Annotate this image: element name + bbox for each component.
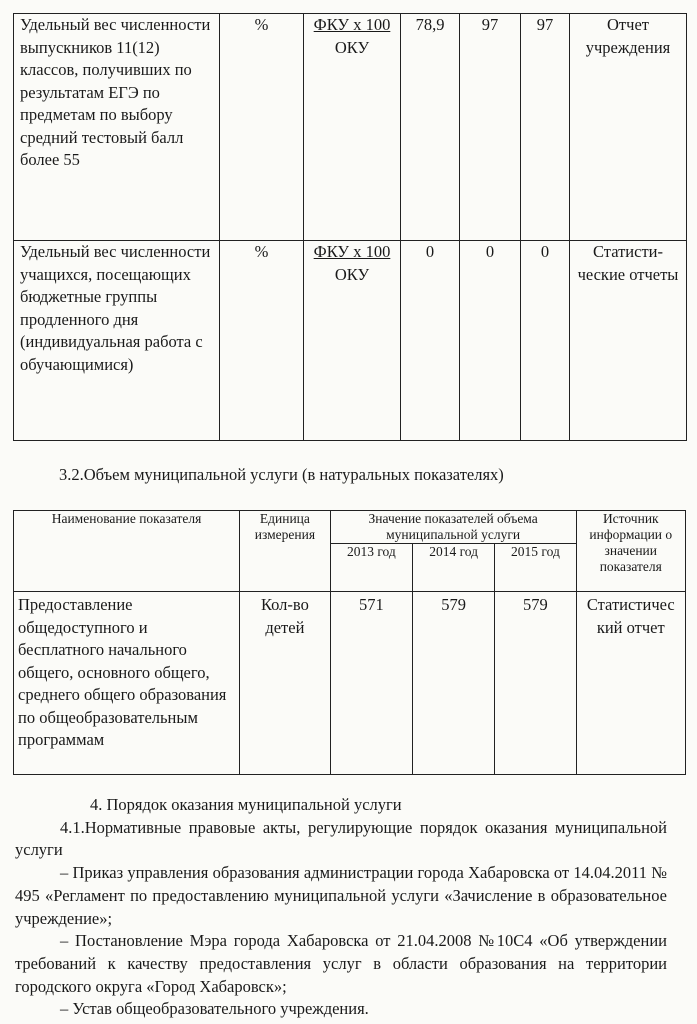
header-unit: Единица измерения: [240, 511, 331, 592]
indicator-formula: [304, 241, 401, 441]
table-row: [14, 241, 687, 441]
indicator-unit: %: [220, 14, 304, 241]
indicator-source: Статисти-ческие отчеты: [570, 241, 687, 441]
header-values-group: Значение показателей объема муниципальной услуги: [330, 511, 576, 544]
indicators-table: [13, 13, 687, 441]
service-value-2014: 579: [413, 592, 495, 775]
volume-table: [13, 510, 686, 775]
indicator-value-3: 0: [521, 241, 570, 441]
indicator-source: Отчет учреждения: [570, 14, 687, 241]
section-4-title: 4. Порядок оказания муниципальной услуги: [90, 795, 402, 814]
indicator-name: Удельный вес численности учащихся, посещающих бюджетные группы продленного дня (индивидуальная работа с обучающимися): [14, 241, 220, 441]
service-source: Статистичес кий отчет: [576, 592, 685, 775]
indicator-value-3: 97: [521, 14, 570, 241]
formula-numerator: ФКУ х 100: [313, 15, 391, 34]
service-name: Предоставление общедоступного и бесплатного начального общего, основного общего, среднего общего образования по общеобразовательным программам: [14, 592, 240, 775]
indicator-formula: [304, 14, 401, 241]
formula-denominator: ОКУ: [334, 37, 370, 57]
legal-act-item: – Постановление Мэра города Хабаровска от 21.04.2008 №10С4 «Об утверждении требований к качеству предоставления услуг в области образования на территории городского округа «Город Хабаровск»;: [15, 931, 667, 996]
indicator-unit: %: [220, 241, 304, 441]
indicator-value-1: 0: [401, 241, 460, 441]
header-source: Источник информации о значении показателя: [576, 511, 685, 592]
indicator-value-1: 78,9: [401, 14, 460, 241]
section-3-2-title: 3.2.Объем муниципальной услуги (в натуральных показателях): [59, 465, 504, 484]
service-value-2015: 579: [495, 592, 576, 775]
header-name: Наименование показателя: [14, 511, 240, 592]
indicator-name: Удельный вес численности выпускников 11(12) классов, получивших по результатам ЕГЭ по предметам по выбору средний тестовый балл более 55: [14, 14, 220, 241]
legal-act-item: – Устав общеобразовательного учреждения.: [60, 999, 369, 1019]
indicator-value-2: 97: [460, 14, 521, 241]
legal-act-item: – Приказ управления образования администрации города Хабаровска от 14.04.2011 № 495 «Регламент по предоставлению муниципальной услуги «Зачисление в образовательное учреждение»;: [15, 863, 667, 928]
table-row: [14, 14, 687, 241]
formula-denominator: ОКУ: [334, 264, 370, 284]
service-unit: Кол-во детей: [240, 592, 331, 775]
formula-numerator: ФКУ х 100: [313, 242, 391, 261]
header-row: [14, 511, 686, 544]
section-4-1-title: 4.1.Нормативные правовые акты, регулирующие порядок оказания муниципальной услуги: [15, 817, 667, 860]
indicator-value-2: 0: [460, 241, 521, 441]
header-year-1: 2013 год: [330, 544, 412, 592]
section-4: [15, 794, 667, 1021]
header-year-3: 2015 год: [495, 544, 576, 592]
service-value-2013: 571: [330, 592, 412, 775]
header-year-2: 2014 год: [413, 544, 495, 592]
table-row: [14, 592, 686, 775]
